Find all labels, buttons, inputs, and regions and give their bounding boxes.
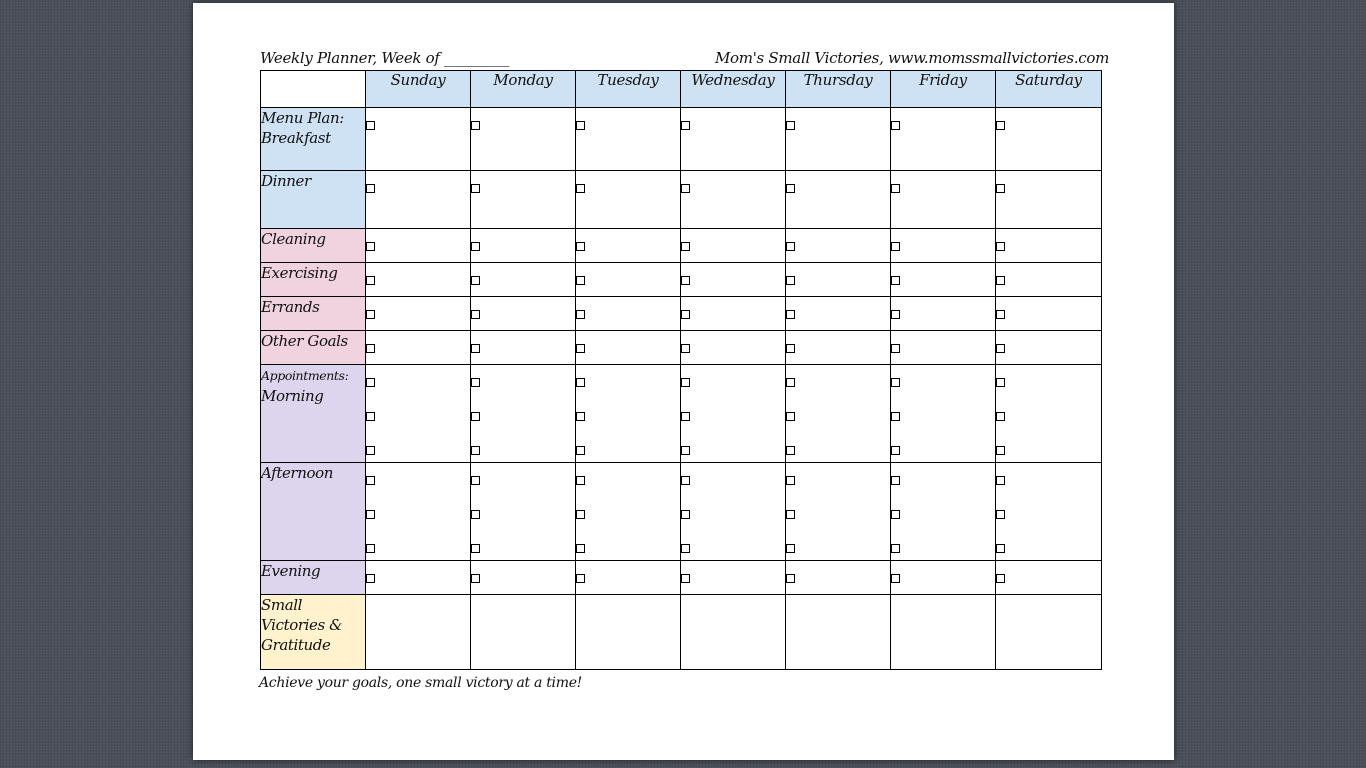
- row-label-errands: Errands: [261, 297, 366, 331]
- day-cell[interactable]: [366, 561, 471, 595]
- row-exercising: [261, 263, 1102, 297]
- row-victories: [261, 595, 1102, 670]
- checkbox-icon[interactable]: [471, 476, 480, 485]
- row-dinner: [261, 171, 1102, 229]
- checkbox-icon[interactable]: [891, 378, 900, 387]
- day-cell[interactable]: [786, 463, 891, 561]
- row-label-dinner: Dinner: [261, 171, 366, 229]
- checkbox-icon[interactable]: [576, 344, 585, 353]
- day-cell[interactable]: [681, 595, 786, 670]
- row-errands: [261, 297, 1102, 331]
- checkbox-icon[interactable]: [786, 412, 795, 421]
- checkbox-icon[interactable]: [471, 310, 480, 319]
- day-cell[interactable]: [576, 365, 681, 463]
- day-header-row: [261, 71, 1102, 108]
- checkbox-icon[interactable]: [891, 121, 900, 130]
- row-label-line: Breakfast: [261, 129, 331, 147]
- day-cell[interactable]: [681, 463, 786, 561]
- checkbox-icon[interactable]: [996, 121, 1005, 130]
- checkbox-icon[interactable]: [366, 510, 375, 519]
- day-cell[interactable]: [996, 463, 1102, 561]
- checkbox-icon[interactable]: [786, 510, 795, 519]
- day-header: Wednesday: [681, 71, 786, 108]
- day-cell[interactable]: [786, 331, 891, 365]
- day-cell[interactable]: [891, 171, 996, 229]
- row-label-victories: [261, 595, 366, 670]
- checkbox-icon[interactable]: [996, 276, 1005, 285]
- checkbox-icon[interactable]: [681, 276, 690, 285]
- checkbox-icon[interactable]: [681, 446, 690, 455]
- day-cell[interactable]: [681, 365, 786, 463]
- corner-cell: [261, 71, 366, 108]
- day-cell[interactable]: [471, 463, 576, 561]
- day-cell[interactable]: [576, 561, 681, 595]
- day-cell[interactable]: [681, 263, 786, 297]
- day-cell[interactable]: [471, 595, 576, 670]
- checkbox-icon[interactable]: [786, 344, 795, 353]
- checkbox-icon[interactable]: [471, 574, 480, 583]
- checkbox-icon[interactable]: [786, 121, 795, 130]
- day-cell[interactable]: [366, 229, 471, 263]
- checkbox-icon[interactable]: [891, 510, 900, 519]
- checkbox-icon[interactable]: [996, 510, 1005, 519]
- day-cell[interactable]: [366, 108, 471, 171]
- day-cell[interactable]: [471, 365, 576, 463]
- day-cell[interactable]: [786, 263, 891, 297]
- day-cell[interactable]: [471, 229, 576, 263]
- day-cell[interactable]: [366, 331, 471, 365]
- day-cell[interactable]: [891, 297, 996, 331]
- checkbox-icon[interactable]: [471, 276, 480, 285]
- day-cell[interactable]: [786, 561, 891, 595]
- row-label-line: Morning: [261, 387, 324, 405]
- checkbox-icon[interactable]: [576, 476, 585, 485]
- checkbox-icon[interactable]: [786, 276, 795, 285]
- checkbox-icon[interactable]: [996, 344, 1005, 353]
- checkbox-icon[interactable]: [996, 476, 1005, 485]
- row-label-line: Small: [261, 596, 303, 614]
- checkbox-icon[interactable]: [366, 476, 375, 485]
- checkbox-icon[interactable]: [366, 310, 375, 319]
- checkbox-icon[interactable]: [471, 510, 480, 519]
- day-cell[interactable]: [681, 561, 786, 595]
- checkbox-icon[interactable]: [576, 574, 585, 583]
- day-cell[interactable]: [891, 108, 996, 171]
- day-cell[interactable]: [891, 561, 996, 595]
- row-appointments-morning: [261, 365, 1102, 463]
- day-header: Tuesday: [576, 71, 681, 108]
- checkbox-icon[interactable]: [471, 121, 480, 130]
- day-cell[interactable]: [681, 108, 786, 171]
- day-cell[interactable]: [891, 365, 996, 463]
- day-header: Monday: [471, 71, 576, 108]
- day-cell[interactable]: [576, 595, 681, 670]
- day-cell[interactable]: [891, 331, 996, 365]
- day-cell[interactable]: [996, 108, 1102, 171]
- checkbox-icon[interactable]: [891, 242, 900, 251]
- checkbox-icon[interactable]: [681, 510, 690, 519]
- checkbox-icon[interactable]: [576, 276, 585, 285]
- checkbox-icon[interactable]: [996, 242, 1005, 251]
- checkbox-icon[interactable]: [891, 344, 900, 353]
- day-cell[interactable]: [891, 463, 996, 561]
- checkbox-icon[interactable]: [471, 378, 480, 387]
- checkbox-icon[interactable]: [891, 446, 900, 455]
- day-header: Friday: [891, 71, 996, 108]
- day-cell[interactable]: [996, 595, 1102, 670]
- day-cell[interactable]: [366, 171, 471, 229]
- day-cell[interactable]: [996, 561, 1102, 595]
- checkbox-icon[interactable]: [576, 510, 585, 519]
- footer-tagline: Achieve your goals, one small victory at a time!: [259, 675, 583, 691]
- day-cell[interactable]: [891, 595, 996, 670]
- checkbox-icon[interactable]: [576, 242, 585, 251]
- checkbox-icon[interactable]: [681, 242, 690, 251]
- checkbox-icon[interactable]: [996, 446, 1005, 455]
- day-cell[interactable]: [996, 365, 1102, 463]
- checkbox-icon[interactable]: [366, 378, 375, 387]
- day-cell[interactable]: [576, 463, 681, 561]
- day-cell[interactable]: [471, 331, 576, 365]
- row-label-evening: Evening: [261, 561, 366, 595]
- planner-title: Weekly Planner, Week of _________: [260, 49, 509, 67]
- day-cell[interactable]: [366, 263, 471, 297]
- checkbox-icon[interactable]: [786, 310, 795, 319]
- row-breakfast: [261, 108, 1102, 171]
- checkbox-icon[interactable]: [786, 184, 795, 193]
- checkbox-icon[interactable]: [786, 446, 795, 455]
- checkbox-icon[interactable]: [681, 310, 690, 319]
- checkbox-icon[interactable]: [786, 544, 795, 553]
- checkbox-icon[interactable]: [996, 544, 1005, 553]
- checkbox-icon[interactable]: [786, 378, 795, 387]
- checkbox-icon[interactable]: [786, 574, 795, 583]
- checkbox-icon[interactable]: [681, 378, 690, 387]
- day-header: Sunday: [366, 71, 471, 108]
- day-cell[interactable]: [471, 561, 576, 595]
- checkbox-icon[interactable]: [576, 446, 585, 455]
- day-cell[interactable]: [786, 108, 891, 171]
- checkbox-icon[interactable]: [366, 412, 375, 421]
- row-label-appointments-morning: [261, 365, 366, 463]
- day-cell[interactable]: [681, 331, 786, 365]
- day-cell[interactable]: [786, 365, 891, 463]
- day-cell[interactable]: [891, 263, 996, 297]
- checkbox-icon[interactable]: [576, 412, 585, 421]
- day-cell[interactable]: [576, 331, 681, 365]
- row-afternoon: [261, 463, 1102, 561]
- checkbox-icon[interactable]: [891, 310, 900, 319]
- checkbox-icon[interactable]: [366, 242, 375, 251]
- day-cell[interactable]: [366, 595, 471, 670]
- site-credit: Mom's Small Victories, www.momssmallvictories.com: [715, 49, 1110, 67]
- day-cell[interactable]: [996, 297, 1102, 331]
- checkbox-icon[interactable]: [891, 476, 900, 485]
- checkbox-icon[interactable]: [366, 544, 375, 553]
- checkbox-icon[interactable]: [996, 378, 1005, 387]
- day-cell[interactable]: [996, 331, 1102, 365]
- checkbox-icon[interactable]: [891, 544, 900, 553]
- checkbox-icon[interactable]: [366, 184, 375, 193]
- checkbox-icon[interactable]: [681, 344, 690, 353]
- row-evening: [261, 561, 1102, 595]
- checkbox-icon[interactable]: [681, 476, 690, 485]
- checkbox-icon[interactable]: [996, 184, 1005, 193]
- row-label-afternoon: Afternoon: [261, 463, 366, 561]
- day-cell[interactable]: [366, 365, 471, 463]
- checkbox-icon[interactable]: [471, 544, 480, 553]
- checkbox-icon[interactable]: [681, 184, 690, 193]
- checkbox-icon[interactable]: [471, 412, 480, 421]
- day-cell[interactable]: [576, 229, 681, 263]
- checkbox-icon[interactable]: [681, 574, 690, 583]
- day-cell[interactable]: [576, 263, 681, 297]
- day-cell[interactable]: [471, 263, 576, 297]
- day-cell[interactable]: [576, 171, 681, 229]
- checkbox-icon[interactable]: [576, 121, 585, 130]
- checkbox-icon[interactable]: [576, 544, 585, 553]
- checkbox-icon[interactable]: [366, 276, 375, 285]
- checkbox-icon[interactable]: [366, 121, 375, 130]
- day-cell[interactable]: [576, 297, 681, 331]
- checkbox-icon[interactable]: [471, 184, 480, 193]
- row-label-line: Appointments:: [261, 368, 349, 383]
- checkbox-icon[interactable]: [996, 574, 1005, 583]
- checkbox-icon[interactable]: [681, 412, 690, 421]
- day-cell[interactable]: [366, 463, 471, 561]
- day-cell[interactable]: [786, 595, 891, 670]
- checkbox-icon[interactable]: [996, 412, 1005, 421]
- row-label-breakfast: [261, 108, 366, 171]
- checkbox-icon[interactable]: [681, 121, 690, 130]
- checkbox-icon[interactable]: [891, 574, 900, 583]
- checkbox-icon[interactable]: [891, 412, 900, 421]
- checkbox-icon[interactable]: [471, 344, 480, 353]
- row-label-exercising: Exercising: [261, 263, 366, 297]
- checkbox-icon[interactable]: [576, 184, 585, 193]
- checkbox-icon[interactable]: [366, 446, 375, 455]
- day-cell[interactable]: [996, 229, 1102, 263]
- day-cell[interactable]: [681, 297, 786, 331]
- day-cell[interactable]: [996, 171, 1102, 229]
- checkbox-icon[interactable]: [471, 446, 480, 455]
- checkbox-icon[interactable]: [786, 476, 795, 485]
- checkbox-icon[interactable]: [786, 242, 795, 251]
- checkbox-icon[interactable]: [576, 378, 585, 387]
- day-cell[interactable]: [786, 229, 891, 263]
- day-cell[interactable]: [366, 297, 471, 331]
- day-cell[interactable]: [471, 108, 576, 171]
- day-cell[interactable]: [786, 171, 891, 229]
- checkbox-icon[interactable]: [891, 276, 900, 285]
- checkbox-icon[interactable]: [471, 242, 480, 251]
- planner-page: [193, 3, 1174, 760]
- day-cell[interactable]: [471, 171, 576, 229]
- row-label-cleaning: Cleaning: [261, 229, 366, 263]
- day-header: Thursday: [786, 71, 891, 108]
- weekly-planner-table: [260, 70, 1102, 670]
- day-header: Saturday: [996, 71, 1102, 108]
- row-label-line: Menu Plan:: [261, 109, 344, 127]
- day-cell[interactable]: [576, 108, 681, 171]
- row-label-other-goals: Other Goals: [261, 331, 366, 365]
- day-cell[interactable]: [471, 297, 576, 331]
- row-cleaning: [261, 229, 1102, 263]
- checkbox-icon[interactable]: [681, 544, 690, 553]
- day-cell[interactable]: [891, 229, 996, 263]
- row-other-goals: [261, 331, 1102, 365]
- checkbox-icon[interactable]: [996, 310, 1005, 319]
- row-label-line: Victories &: [261, 616, 343, 634]
- row-label-line: Gratitude: [261, 636, 331, 654]
- checkbox-icon[interactable]: [366, 344, 375, 353]
- day-cell[interactable]: [996, 263, 1102, 297]
- day-cell[interactable]: [681, 229, 786, 263]
- day-cell[interactable]: [681, 171, 786, 229]
- day-cell[interactable]: [786, 297, 891, 331]
- checkbox-icon[interactable]: [576, 310, 585, 319]
- checkbox-icon[interactable]: [891, 184, 900, 193]
- checkbox-icon[interactable]: [366, 574, 375, 583]
